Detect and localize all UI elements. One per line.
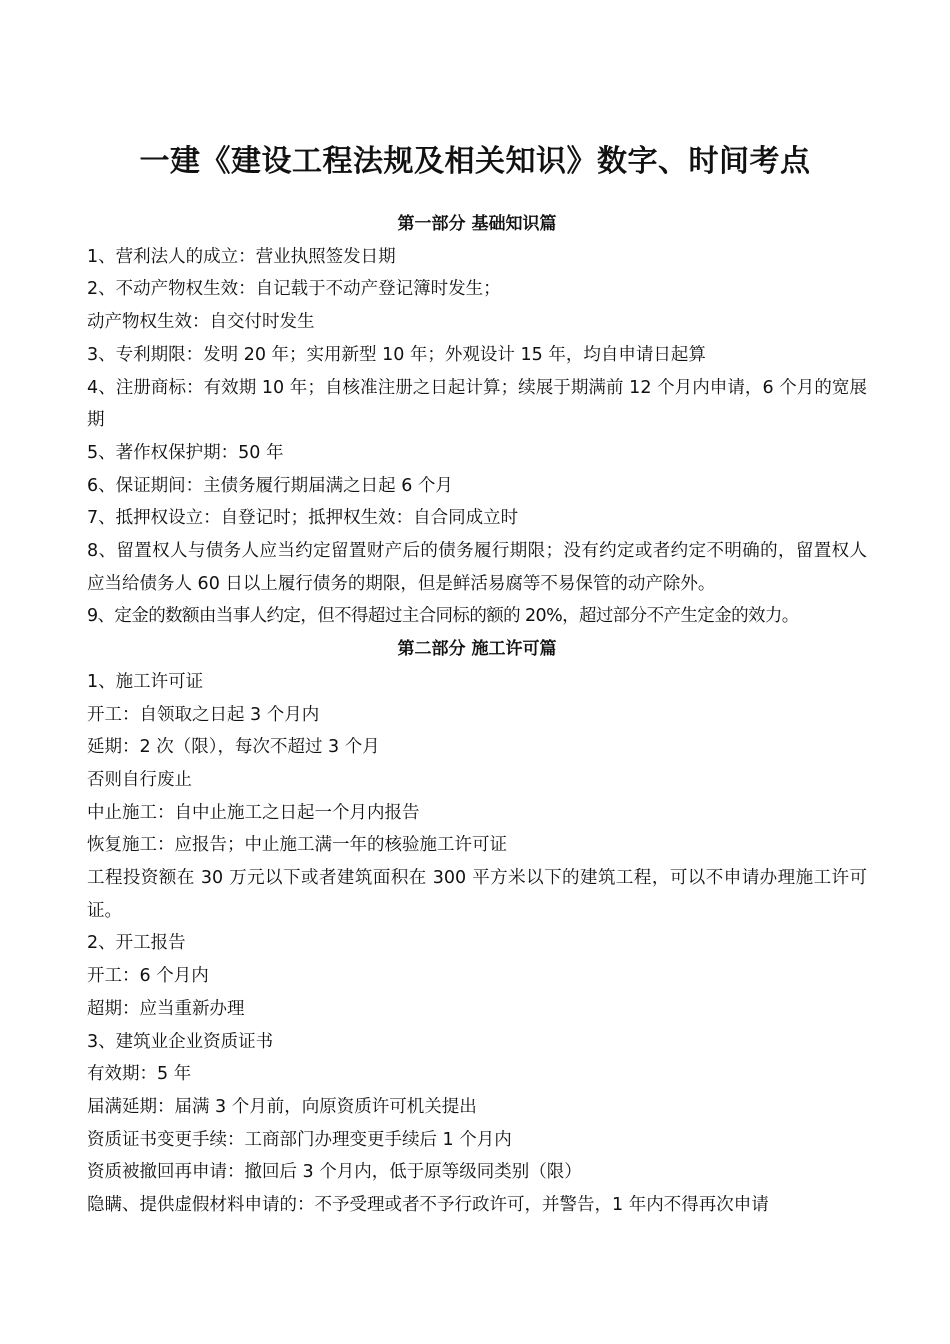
paragraph: 8、留置权人与债务人应当约定留置财产后的债务履行期限；没有约定或者约定不明确的，留置权人应当给债务人 60 日以上履行债务的期限，但是鲜活易腐等不易保管的动产除外。 xyxy=(87,541,867,594)
paragraph: 否则自行废止 xyxy=(87,769,192,790)
paragraph: 隐瞒、提供虚假材料申请的：不予受理或者不予行政许可，并警告，1 年内不得再次申请 xyxy=(87,1195,769,1216)
paragraph: 2、不动产物权生效：自记载于不动产登记簿时发生； xyxy=(87,279,501,300)
paragraph: 有效期：5 年 xyxy=(87,1064,192,1085)
document-title: 一建《建设工程法规及相关知识》数字、时间考点 xyxy=(139,144,811,179)
paragraph: 2、开工报告 xyxy=(87,933,186,954)
paragraph: 5、著作权保护期：50 年 xyxy=(87,442,284,463)
document-body xyxy=(87,208,867,1222)
paragraph: 1、营利法人的成立：营业执照签发日期 xyxy=(87,246,396,267)
paragraph: 动产物权生效：自交付时发生 xyxy=(87,312,315,333)
section-heading: 第一部分 基础知识篇 xyxy=(397,214,557,234)
paragraph: 开工：6 个月内 xyxy=(87,966,209,987)
paragraph: 工程投资额在 30 万元以下或者建筑面积在 300 平方米以下的建筑工程，可以不申请办理施工许可证。 xyxy=(87,868,867,921)
paragraph: 延期：2 次（限），每次不超过 3 个月 xyxy=(87,737,380,758)
paragraph: 3、专利期限：发明 20 年；实用新型 10 年；外观设计 15 年，均自申请日起算 xyxy=(87,344,706,365)
section-heading: 第二部分 施工许可篇 xyxy=(397,639,557,660)
paragraph: 3、建筑业企业资质证书 xyxy=(87,1031,274,1052)
paragraph: 开工：自领取之日起 3 个月内 xyxy=(87,704,320,725)
paragraph: 1、施工许可证 xyxy=(87,671,204,692)
paragraph: 7、抵押权设立：自登记时；抵押权生效：自合同成立时 xyxy=(87,508,519,529)
paragraph: 6、保证期间：主债务履行期届满之日起 6 个月 xyxy=(87,475,453,496)
paragraph: 届满延期：届满 3 个月前，向原资质许可机关提出 xyxy=(87,1096,477,1117)
paragraph: 超期：应当重新办理 xyxy=(87,998,245,1019)
paragraph: 资质证书变更手续：工商部门办理变更手续后 1 个月内 xyxy=(87,1129,512,1150)
paragraph: 4、注册商标：有效期 10 年；自核准注册之日起计算；续展于期满前 12 个月内申请，6 个月的宽展期 xyxy=(87,377,867,431)
paragraph: 中止施工：自中止施工之日起一个月内报告 xyxy=(87,802,420,823)
paragraph: 9、定金的数额由当事人约定，但不得超过主合同标的额的 20%，超过部分不产生定金的效力。 xyxy=(87,606,799,627)
paragraph: 恢复施工：应报告；中止施工满一年的核验施工许可证 xyxy=(87,835,507,856)
paragraph: 资质被撤回再申请：撤回后 3 个月内，低于原等级同类别（限） xyxy=(87,1162,582,1183)
